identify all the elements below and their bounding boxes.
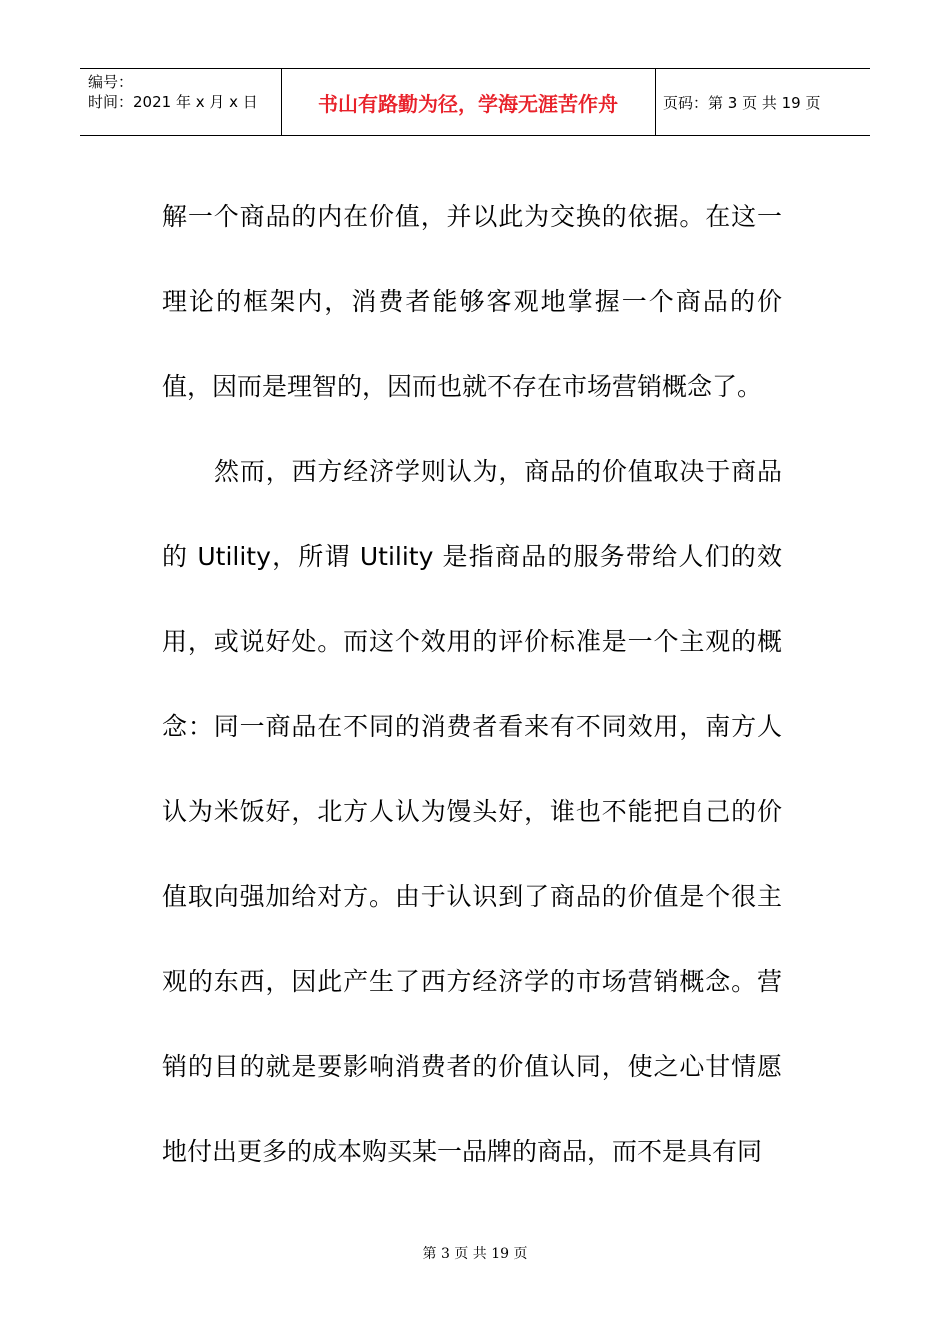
header-page-info: 页码：第 3 页 共 19 页 (663, 94, 821, 112)
header-meta-cell (80, 69, 282, 135)
document-number-label: 编号： (88, 73, 134, 91)
header-motto: 书山有路勤为径，学海无涯苦作舟 (318, 92, 618, 116)
header-page-cell (655, 69, 870, 135)
body-paragraph-1: 解一个商品的内在价值，并以此为交换的依据。在这一理论的框架内，消费者能够客观地掌握一个商品的价值，因而是理智的，因而也就不存在市场营销概念了。 (162, 202, 782, 401)
body-paragraph-2: 然而，西方经济学则认为，商品的价值取决于商品的 Utility，所谓 Utility 是指商品的服务带给人们的效用，或说好处。而这个效用的评价标准是一个主观的概念：同一商品在不同的消费者看来有不同效用，南方人认为米饭好，北方人认为馒头好，谁也不能把自己的价值取向强加给对方。由于认识到了商品的价值是个很主观的东西，因此产生了西方经济学的市场营销概念。营销的目的就是要影响消费者的价值认同，使之心甘情愿地付出更多的成本购买某一品牌的商品，而不是具有同 (162, 457, 782, 1166)
document-body (162, 174, 782, 1194)
header-motto-cell (281, 69, 656, 135)
document-date-label: 时间：2021 年 x 月 x 日 (88, 93, 258, 111)
page-footer: 第 3 页 共 19 页 (422, 1246, 528, 1262)
document-header (80, 68, 870, 136)
